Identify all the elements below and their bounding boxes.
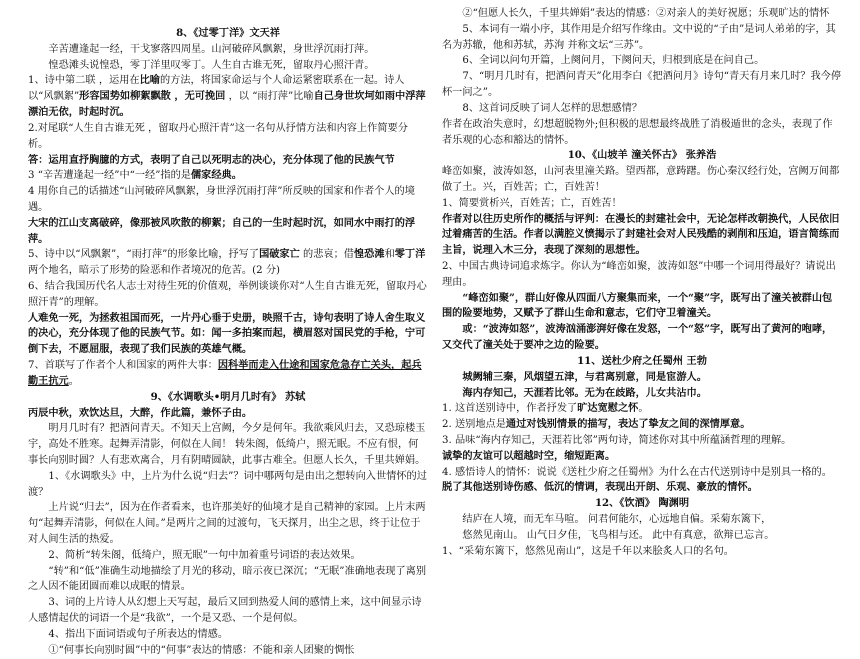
text-paragraph: 2、简析“转朱阁，低绮户，照无眠”一句中加着重号词语的表达效果。	[48, 549, 361, 561]
text-paragraph: 1、《水调歌头》中，上片为什么说“归去”？词中哪两句是由出之想转向入世情怀的过渡？	[28, 470, 427, 498]
text-paragraph	[442, 465, 842, 481]
text-span: 1. 这首送别诗中，作者抒发了	[442, 403, 578, 415]
text-paragraph	[28, 121, 428, 153]
bold-span: 零丁洋	[394, 248, 426, 261]
text-paragraph: 1、“采菊东篱下，悠然见南山”，这是千年以来脍炙人口的名句。	[442, 545, 734, 557]
bold-span: 通过对饯别情景的描写，表达了挚友之间的深情厚意。	[505, 418, 751, 431]
bold-span: 比喻	[139, 74, 160, 87]
text-paragraph	[28, 279, 428, 311]
text-span: 5、诗中以“风飘絮”，“雨打萍”的形象比喻，抒写了	[28, 249, 260, 261]
section-title: 8、《过零丁洋》文天祥	[176, 27, 280, 39]
text-span: 和	[384, 249, 395, 261]
answer-text: 或：“波涛如怒”，波涛汹涌澎湃好像在发怒，一个“怒”字，既写出了黄河的咆哮，又交代了潼关处于要冲之边的险要。	[442, 323, 833, 352]
text-paragraph: “转”和“低”准确生动地描绘了月光的移动，暗示夜已深沉；“无眠”准确地表现了离别之人因不能团圆而难以成眠的情景。	[28, 565, 427, 593]
text-span: 4 用你自己的话描述“山河破碎风飘絮，身世浮沉雨打萍”所反映的国家和作者个人的境遇。	[28, 186, 415, 213]
text-span: 1、诗中第二联 ，运用在	[28, 75, 140, 87]
text-paragraph	[442, 433, 842, 449]
bold-span: 自己身世坎坷如雨中浮萍漂泊无依，时起时沉。	[28, 90, 426, 119]
text-paragraph: ②“但愿人长久，千里共婵娟”表达的情感：②对亲人的美好祝愿；乐观旷达的情怀	[462, 8, 830, 19]
bold-span: 旷达宽慰之怀	[577, 402, 639, 415]
text-paragraph	[442, 401, 842, 417]
bold-span: 国破家亡	[259, 248, 300, 261]
section-title: 12、《饮酒》 陶渊明	[594, 497, 690, 510]
section-title: 11、送杜少府之任蜀州 王勃	[577, 354, 707, 367]
text-paragraph: 辛苦遭逢起一经，干戈寥落四周星。山河破碎风飘絮，身世浮沉雨打萍。	[48, 43, 375, 55]
text-paragraph: 悠然见南山。 山气日夕佳，飞鸟相与还。 此中有真意，欲辩已忘言。	[462, 529, 775, 541]
answer-text: 答：运用直抒胸臆的方式，表明了自己以死明志的决心，充分体现了他的民族气节	[28, 153, 395, 166]
text-span: 两个地名，暗示了形势的险恶和作者境况的危苦。(2 分)	[28, 265, 280, 277]
bold-span: 儒家经典。	[191, 169, 242, 182]
text-paragraph	[28, 168, 428, 184]
text-paragraph	[28, 73, 428, 120]
bold-span: 惶恐滩	[354, 248, 385, 261]
text-paragraph: 上片说“归去”，因为在作者看来，也许那美好的仙境才是自己精神的家园。上片末两句“起舞弄清影，何似在人间。”是两片之间的过渡句，飞天探月，出尘之思，终于让位于对人间生活的热爱。	[28, 502, 426, 545]
text-paragraph: 1、简要赏析兴，百姓苦；亡，百姓苦！	[442, 197, 622, 209]
text-span: 2. 送别地点是	[442, 419, 506, 431]
text-paragraph	[28, 358, 428, 390]
text-span: 。	[68, 375, 79, 387]
text-paragraph: 8、这首词反映了词人怎样的思想感情？	[462, 102, 643, 114]
text-paragraph: 3、词的上片诗人从幻想上天写起，最后又回到热爱人间的感情上来，这中间显示诗人感情起伏的词语一个是“我欲”，一个是又恐、一个是何似。	[28, 597, 422, 625]
text-span: 7、首联写了作者个人和国家的两件大事：	[28, 360, 218, 372]
answer-text: 诚挚的友谊可以超越时空，缩短距离。	[442, 449, 616, 462]
text-paragraph	[28, 247, 428, 279]
text-paragraph	[442, 417, 842, 433]
text-paragraph	[28, 184, 428, 216]
answer-text: “峰峦如聚”，群山好像从四面八方聚集而来，一个“聚”字，既写出了潼关被群山包围的险要地势，又赋予了群山生命和意志，它们守卫着潼关。	[442, 291, 833, 320]
text-paragraph: ①“何事长向别时圆”中的“何事”表达的情感：不能和亲人团聚的惆怅	[48, 644, 355, 656]
text-paragraph: 作者在政治失意时，幻想超脱物外;但积极的思想最终战胜了消极遁世的念头，表现了作者乐观的心态和豁达的情怀。	[442, 118, 833, 146]
answer-text: 大宋的江山支离破碎，像那被风吹散的柳絮；自己的一生时起时沉，如同水中雨打的浮萍。	[28, 216, 416, 245]
text-span: 6、结合我国历代名人志士对待生死的价值观，举例谈谈你对“人生自古谁无死，留取丹心照汗青”的理解。	[28, 281, 427, 308]
section-title: 10、《山坡羊 潼关怀古》 张养浩	[567, 149, 717, 162]
text-paragraph: 5、本词有一端小序，其作用是介绍写作缘由。文中说的“子由”是词人弟弟的字，其名为苏辙，他和苏轼，苏洵 并称文坛“三苏”。	[442, 23, 836, 51]
text-span: 4. 感悟诗人的情怀：说说《送杜少府之任蜀州》为什么在古代送别诗中是别具一格的。	[442, 466, 832, 478]
text-span: 的悲哀；借	[299, 249, 354, 261]
answer-text: 人难免一死，为拯救祖国而死，一片丹心垂于史册，映照千古，诗句表明了诗人舍生取义的决心，充分体现了他的民族气节。如：闻一多拍案而起，横眉怒对国民党的手枪，宁可倒下去，不愿屈服，表现了我们民族的英雄气概。	[28, 311, 426, 356]
text-span: 3 “辛苦遭逢起一经”中“一经”指的是	[28, 170, 191, 182]
text-paragraph: 惶恐滩头说惶恐，零丁洋里叹零丁。人生自古谁无死，留取丹心照汗青。	[48, 59, 375, 71]
text-span: 2.对尾联“人生自古谁无死 ，留取丹心照汗青”这一名句从抒情方法和内容上作简要分析。	[28, 122, 408, 150]
text-paragraph: 峰峦如聚，波涛如怒，山河表里潼关路。望西都，意踌躇。伤心秦汉经行处，宫阙万间都做了土。兴，百姓苦；亡，百姓苦！	[442, 166, 840, 193]
bold-span: 因科举而走入仕途和国家危急存亡关头，起兵勤王抗元	[28, 359, 422, 387]
answer-text: 作者对以往历史所作的概括与评判：在漫长的封建社会中，无论怎样改朝换代，人民依旧过着痛苦的生活。作者以满腔义愤揭示了封建社会对人民残酷的剥削和压迫，语言简练而主旨，说理入木三分，表现了深刻的思想性。	[442, 212, 840, 257]
right-column	[442, 6, 842, 582]
text-paragraph: 结庐在人境，而无车马喧。 问君何能尔，心远地自偏。采菊东篱下，	[462, 514, 772, 525]
text-paragraph: 7、“明月几时有，把酒问青天”化用李白《把酒问月》诗句“青天有月来几时？我今停杯一问之”。	[442, 71, 842, 99]
bold-span: 形容国势如柳絮飘散 ，无可挽回	[79, 90, 226, 103]
left-column	[28, 26, 428, 656]
text-span: 3. 品味“海内存知己，天涯若比邻”两句诗，简述你对其中所蕴涵哲理的理解。	[442, 434, 792, 446]
answer-text: 脱了其他送别诗伤感、低沉的情调，表现出开朗、乐观、豪放的情怀。	[442, 481, 758, 494]
answer-text: 海内存知己，天涯若比邻。无为在歧路，儿女共沾巾。	[462, 386, 707, 399]
text-paragraph: 2、中国古典诗词追求炼字。你认为“峰峦如聚，波涛如怒”中哪一个词用得最好？请说出理由。	[442, 261, 836, 288]
text-span: 的方法，将国家命运与个人命运紧密联系在一起。诗人以“风飘絮”	[28, 75, 405, 103]
answer-text: 丙辰中秋，欢饮达旦，大醉，作此篇，兼怀子由。	[28, 406, 253, 419]
text-paragraph: 明月几时有？把酒问青天。不知天上宫阙，今夕是何年。我欲乘风归去，又恐琼楼玉宇，高处不胜寒。起舞弄清影，何似在人间！ 转朱阁，低绮户，照无眠。不应有恨，何事长向别时圆？人有悲欢离合，月有阴晴圆缺，此事古难全。但愿人长久，千里共婵娟。	[28, 423, 426, 466]
text-paragraph: 6、全词以问句开篇，上阕问月，下阕问天，归根到底是在问自己。	[462, 55, 765, 67]
answer-text: 城阙辅三秦，风烟望五津，与君离别意，同是宦游人。	[462, 370, 707, 383]
section-title: 9、《水调歌头•明月几时有》 苏轼	[150, 390, 306, 403]
text-span: ，以 “雨打萍”比喻	[225, 91, 314, 103]
text-span: 。	[638, 403, 649, 415]
text-paragraph: 4、指出下面词语或句子所表达的情感。	[48, 628, 229, 640]
